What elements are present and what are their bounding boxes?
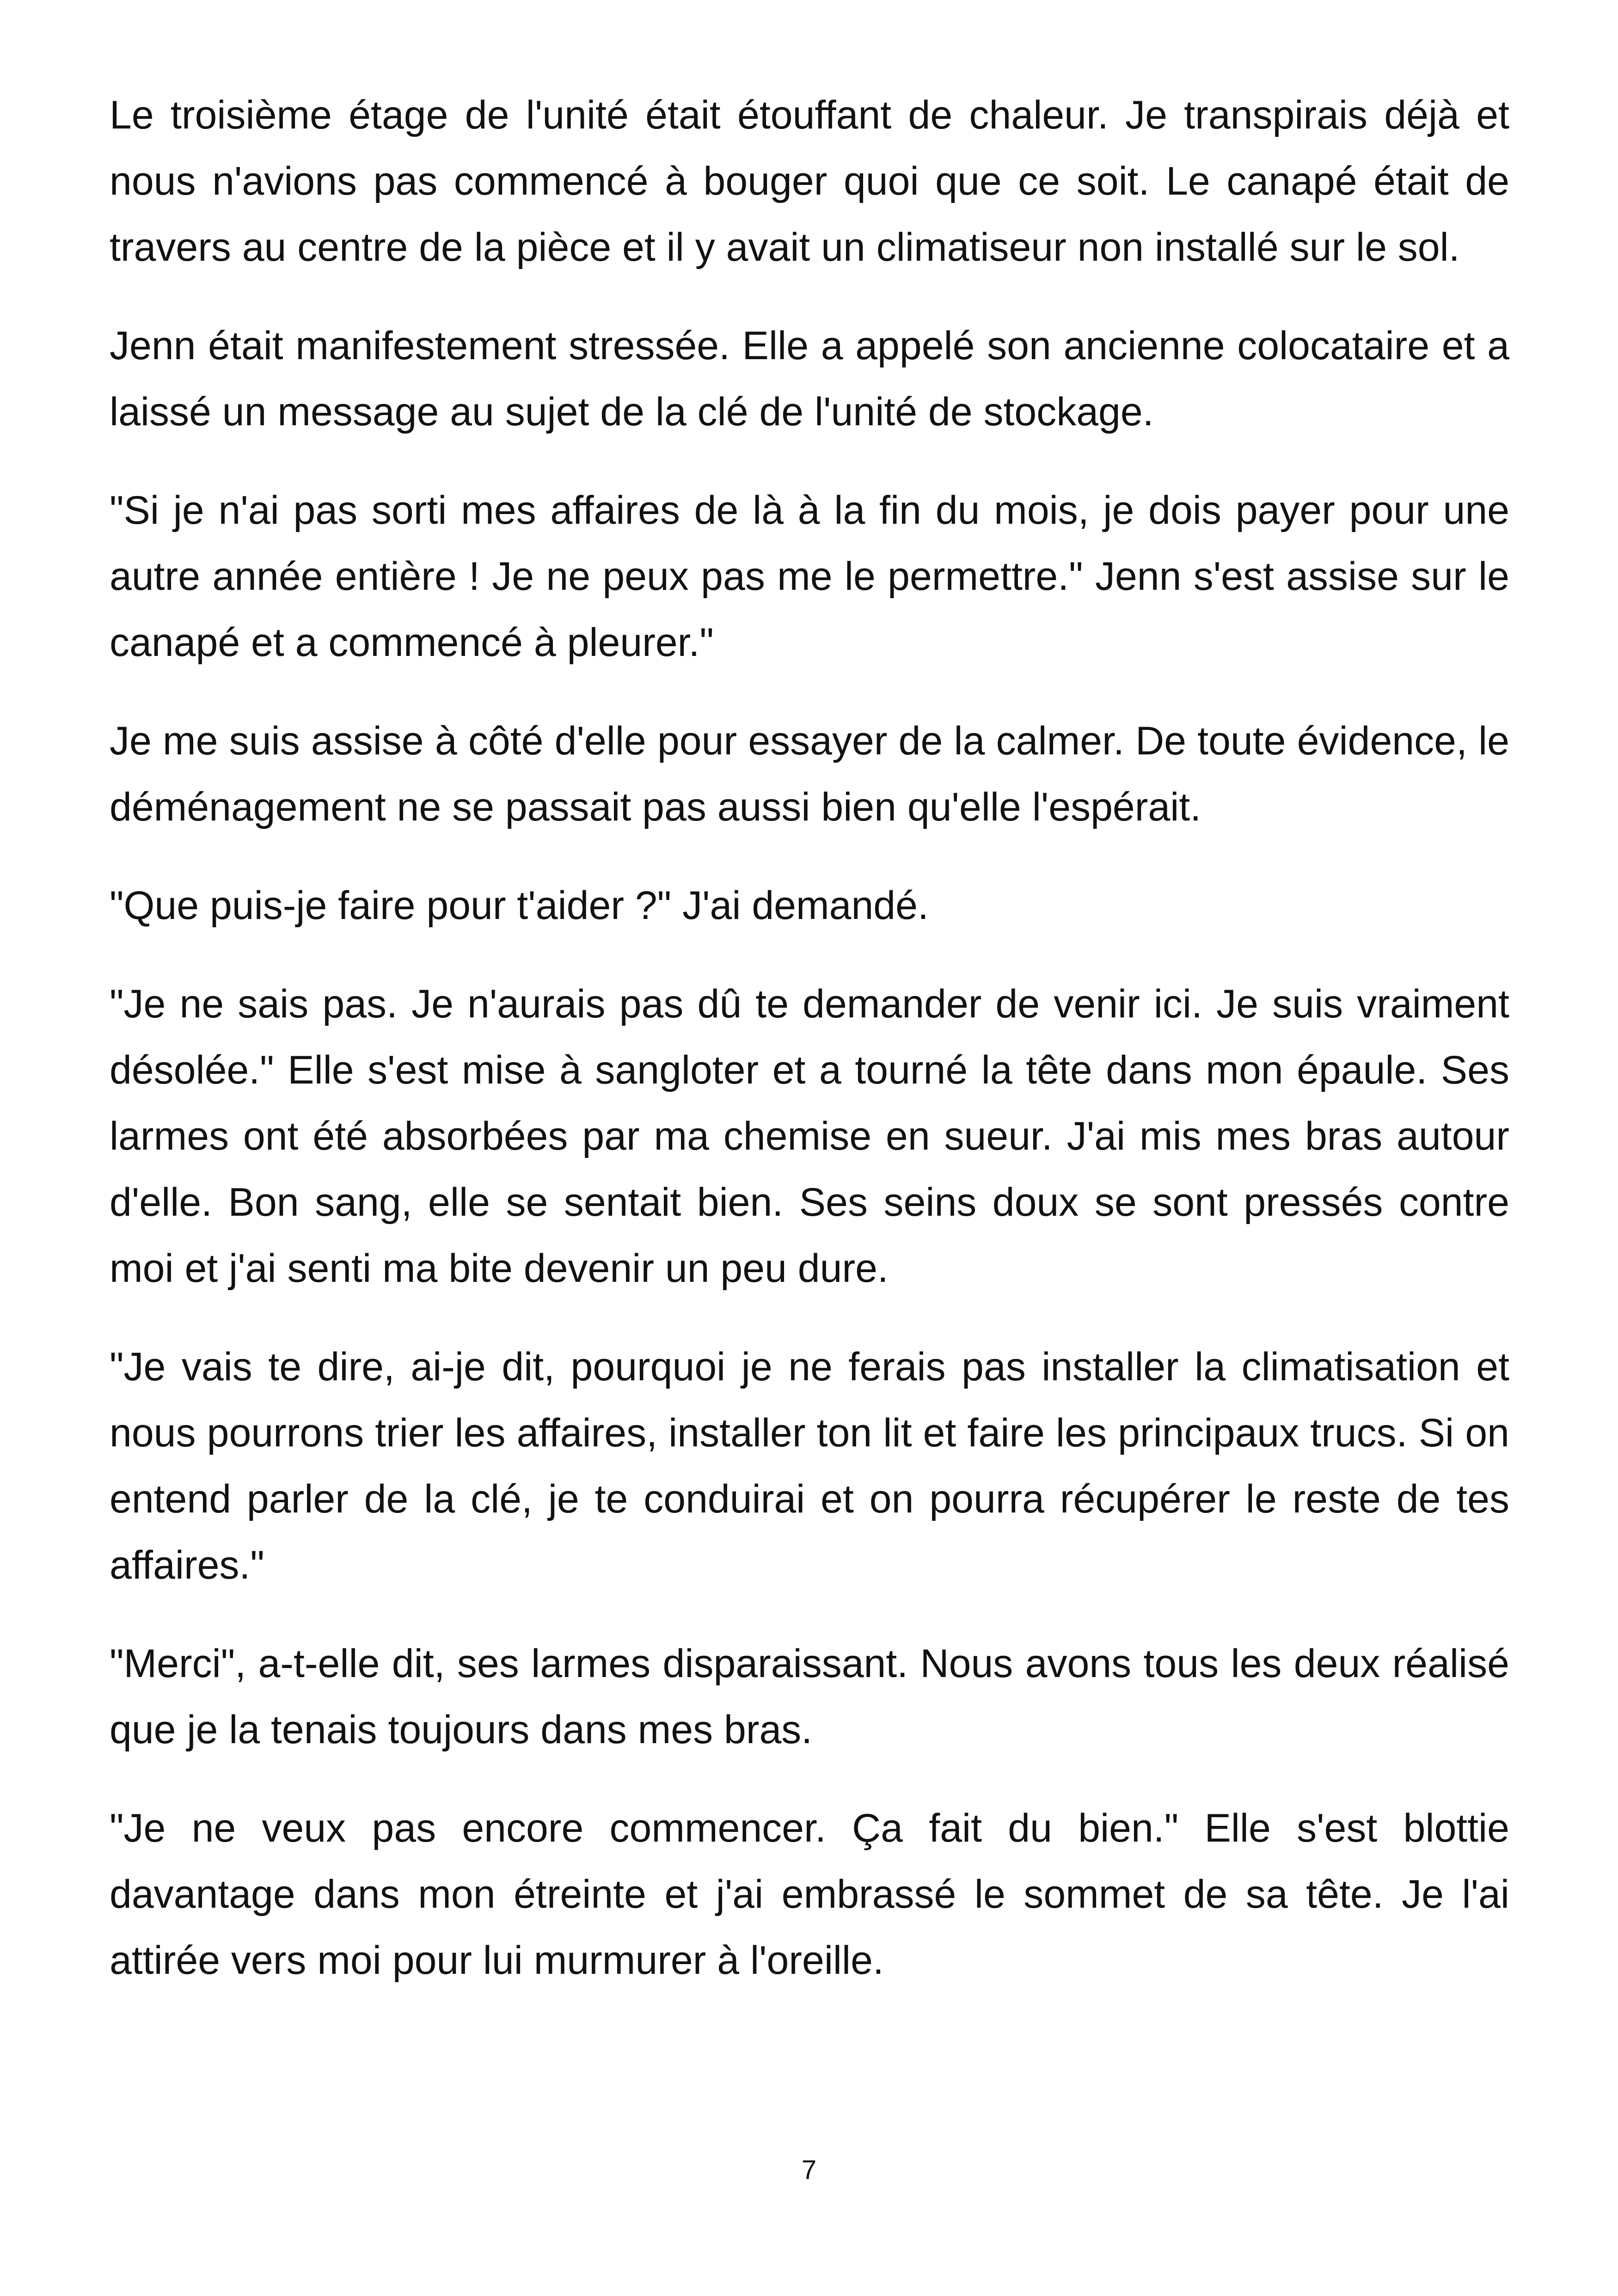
paragraph: "Que puis-je faire pour t'aider ?" J'ai demandé. <box>110 883 929 928</box>
body-text <box>110 82 1509 2026</box>
paragraph: "Si je n'ai pas sorti mes affaires de là à la fin du mois, je dois payer pour une autre année entière ! Je ne peux pas me le permettre." Jenn s'est assise sur le canapé et a commencé à pleurer." <box>110 488 1509 665</box>
paragraph: "Je vais te dire, ai-je dit, pourquoi je ne ferais pas installer la climatisation et nous pourrons trier les affaires, installer ton lit et faire les principaux trucs. Si on entend parler de la clé, je te conduirai et on pourra récupérer le reste de tes affaires." <box>110 1345 1509 1587</box>
page-number: 7 <box>801 2155 817 2185</box>
paragraph: Le troisième étage de l'unité était étouffant de chaleur. Je transpirais déjà et nous n'avions pas commencé à bouger quoi que ce soit. Le canapé était de travers au centre de la pièce et il y avait un climatiseur non installé sur le sol. <box>110 93 1509 269</box>
paragraph: Jenn était manifestement stressée. Elle a appelé son ancienne colocataire et a laissé un message au sujet de la clé de l'unité de stockage. <box>110 324 1509 434</box>
paragraph: Je me suis assise à côté d'elle pour essayer de la calmer. De toute évidence, le déménagement ne se passait pas aussi bien qu'elle l'espérait. <box>110 719 1509 829</box>
paragraph: "Merci", a-t-elle dit, ses larmes disparaissant. Nous avons tous les deux réalisé que je la tenais toujours dans mes bras. <box>110 1641 1509 1752</box>
paragraph: "Je ne sais pas. Je n'aurais pas dû te demander de venir ici. Je suis vraiment désolée." Elle s'est mise à sangloter et a tourné la tête dans mon épaule. Ses larmes ont été absorbées par ma chemise en sueur. J'ai mis mes bras autour d'elle. Bon sang, elle se sentait bien. Ses seins doux se sont pressés contre moi et j'ai senti ma bite devenir un peu dure. <box>110 982 1509 1291</box>
paragraph: "Je ne veux pas encore commencer. Ça fait du bien." Elle s'est blottie davantage dans mon étreinte et j'ai embrassé le sommet de sa tête. Je l'ai attirée vers moi pour lui murmurer à l'oreille. <box>110 1806 1509 1983</box>
